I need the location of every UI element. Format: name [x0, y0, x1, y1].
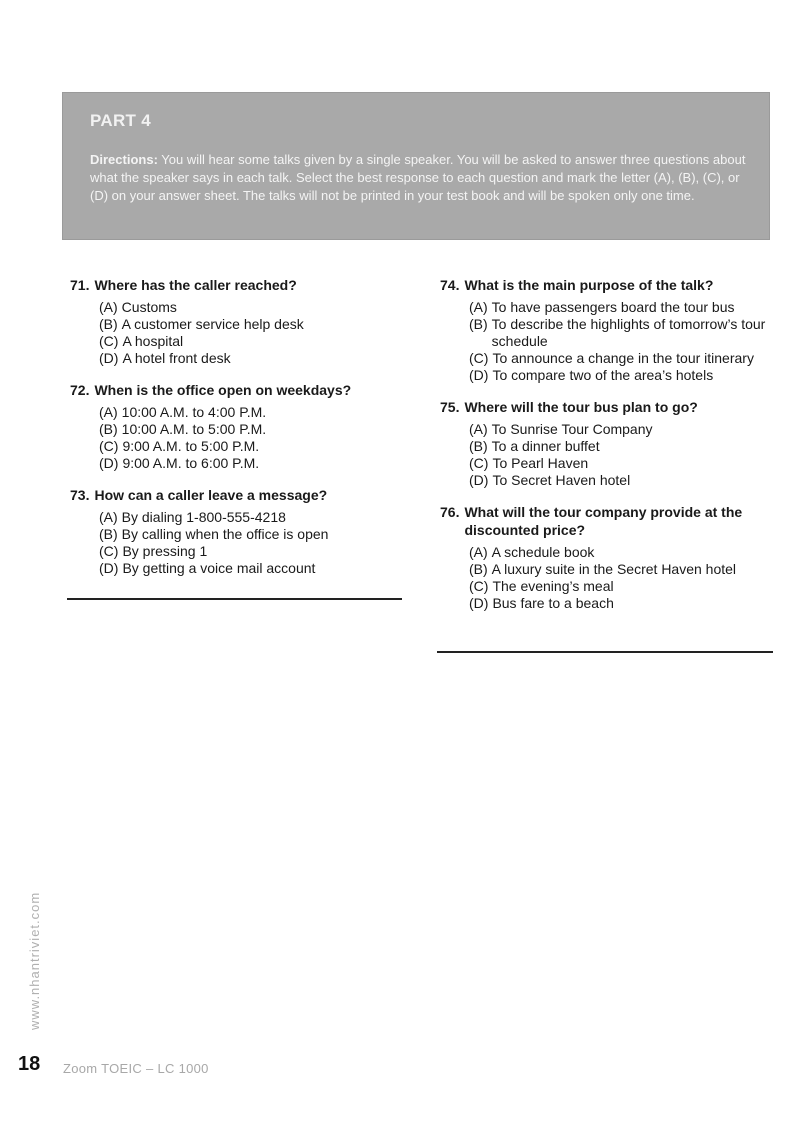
answer-option	[469, 472, 780, 489]
question-stem	[70, 276, 410, 294]
answer-options	[99, 299, 410, 367]
answer-option	[469, 367, 780, 384]
answer-option	[469, 316, 780, 350]
question-text: When is the office open on weekdays?	[94, 382, 352, 398]
option-text: By calling when the office is open	[121, 526, 329, 542]
question-text: What will the tour company provide at the discounted price?	[464, 504, 743, 538]
option-letter: (A)	[99, 299, 118, 315]
option-text: To a dinner buffet	[491, 438, 600, 454]
question-number: 71.	[70, 277, 90, 293]
option-text: A customer service help desk	[121, 316, 304, 332]
answer-options	[469, 299, 780, 384]
option-letter: (C)	[99, 438, 119, 454]
answer-options	[99, 509, 410, 577]
option-letter: (C)	[469, 350, 489, 366]
option-letter: (D)	[99, 455, 119, 471]
option-text: By pressing 1	[122, 543, 208, 559]
option-letter: (A)	[469, 544, 488, 560]
question-stem	[70, 486, 410, 504]
question-number: 74.	[440, 277, 460, 293]
answer-option	[99, 543, 410, 560]
directions-text	[90, 151, 750, 205]
answer-option	[469, 595, 780, 612]
answer-option	[99, 560, 410, 577]
option-text: A schedule book	[491, 544, 595, 560]
option-letter: (B)	[469, 438, 488, 454]
option-text: 9:00 A.M. to 6:00 P.M.	[122, 455, 260, 471]
answer-option	[99, 404, 410, 421]
option-letter: (B)	[469, 561, 488, 577]
question-76	[440, 503, 780, 612]
option-letter: (D)	[469, 367, 489, 383]
answer-option	[99, 350, 410, 367]
question-stem	[70, 381, 410, 399]
option-letter: (B)	[99, 421, 118, 437]
answer-option	[99, 299, 410, 316]
option-text: Customs	[121, 299, 177, 315]
option-text: By dialing 1-800-555-4218	[121, 509, 286, 525]
option-text: To Sunrise Tour Company	[491, 421, 653, 437]
part-banner	[62, 92, 770, 240]
directions-body: You will hear some talks given by a single speaker. You will be asked to answer three questions about what the speaker says in each talk. Select the best response to each question and mark the letter (A), (B), (C), or (D) on your answer sheet. The talks will not be printed in your test book and will be spoken only one time.	[90, 152, 746, 203]
option-letter: (B)	[99, 316, 118, 332]
answer-option	[469, 438, 780, 455]
answer-option	[469, 561, 780, 578]
question-74	[440, 276, 780, 384]
question-73	[70, 486, 410, 577]
answer-option	[469, 421, 780, 438]
question-71	[70, 276, 410, 367]
answer-option	[99, 438, 410, 455]
option-text: A hospital	[122, 333, 184, 349]
option-text: To describe the highlights of tomorrow’s tour schedule	[491, 316, 766, 349]
option-letter: (C)	[99, 543, 119, 559]
option-text: To Secret Haven hotel	[492, 472, 631, 488]
option-letter: (D)	[469, 595, 489, 611]
option-letter: (B)	[469, 316, 488, 332]
directions-label: Directions:	[90, 152, 158, 167]
watermark: www.nhantriviet.com	[27, 891, 42, 1030]
answer-option	[99, 316, 410, 333]
option-text: 10:00 A.M. to 4:00 P.M.	[121, 404, 267, 420]
option-text: By getting a voice mail account	[122, 560, 316, 576]
question-text: Where will the tour bus plan to go?	[464, 399, 698, 415]
question-text: What is the main purpose of the talk?	[464, 277, 714, 293]
option-text: To announce a change in the tour itinerary	[492, 350, 754, 366]
option-letter: (C)	[99, 333, 119, 349]
book-title: Zoom TOEIC – LC 1000	[63, 1061, 209, 1076]
option-text: A hotel front desk	[122, 350, 231, 366]
answer-option	[469, 299, 780, 316]
right-column-divider	[437, 651, 773, 653]
question-number: 73.	[70, 487, 90, 503]
option-letter: (A)	[99, 509, 118, 525]
option-text: The evening’s meal	[492, 578, 614, 594]
option-letter: (C)	[469, 578, 489, 594]
answer-options	[99, 404, 410, 472]
left-question-column	[70, 276, 410, 591]
answer-option	[99, 509, 410, 526]
option-letter: (A)	[469, 299, 488, 315]
answer-option	[469, 455, 780, 472]
answer-option	[99, 455, 410, 472]
question-number: 76.	[440, 504, 460, 520]
answer-option	[99, 526, 410, 543]
question-text: Where has the caller reached?	[94, 277, 297, 293]
answer-option	[469, 350, 780, 367]
answer-options	[469, 421, 780, 489]
option-letter: (B)	[99, 526, 118, 542]
part-title: PART 4	[90, 111, 151, 130]
option-letter: (D)	[99, 560, 119, 576]
option-letter: (A)	[99, 404, 118, 420]
answer-option	[99, 333, 410, 350]
question-stem	[440, 503, 780, 539]
answer-options	[469, 544, 780, 612]
option-text: 9:00 A.M. to 5:00 P.M.	[122, 438, 260, 454]
option-text: To Pearl Haven	[492, 455, 589, 471]
answer-option	[99, 421, 410, 438]
page-number: 18	[18, 1053, 41, 1075]
option-text: To compare two of the area’s hotels	[492, 367, 714, 383]
answer-option	[469, 578, 780, 595]
option-letter: (A)	[469, 421, 488, 437]
answer-option	[469, 544, 780, 561]
question-stem	[440, 276, 780, 294]
question-text: How can a caller leave a message?	[94, 487, 328, 503]
option-text: A luxury suite in the Secret Haven hotel	[491, 561, 737, 577]
question-number: 75.	[440, 399, 460, 415]
option-letter: (D)	[469, 472, 489, 488]
option-text: To have passengers board the tour bus	[491, 299, 735, 315]
question-number: 72.	[70, 382, 90, 398]
right-question-column	[440, 276, 780, 626]
option-text: 10:00 A.M. to 5:00 P.M.	[121, 421, 267, 437]
question-stem	[440, 398, 780, 416]
left-column-divider	[67, 598, 402, 600]
option-letter: (C)	[469, 455, 489, 471]
option-letter: (D)	[99, 350, 119, 366]
option-text: Bus fare to a beach	[492, 595, 614, 611]
question-75	[440, 398, 780, 489]
question-72	[70, 381, 410, 472]
